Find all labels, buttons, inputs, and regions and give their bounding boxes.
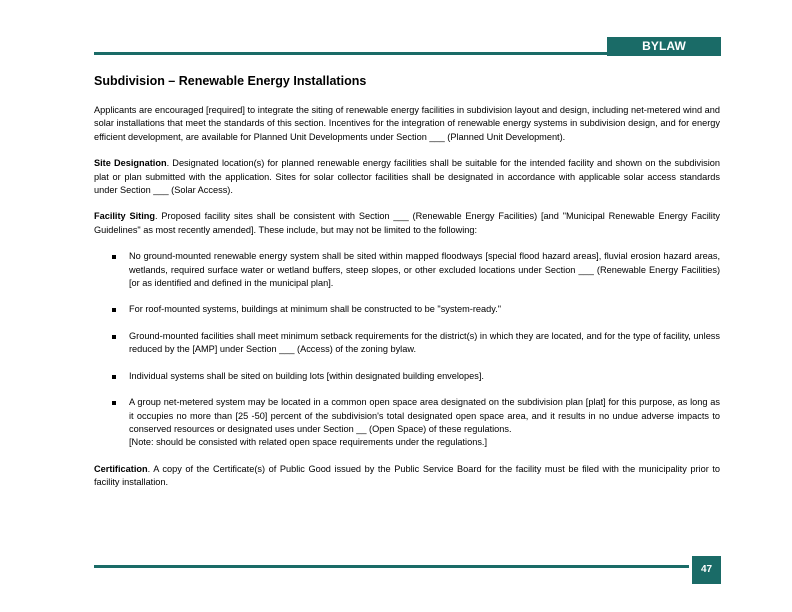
site-designation-paragraph xyxy=(94,157,720,197)
list-item-text: No ground-mounted renewable energy system shall be sited within mapped floodways [special flood hazard areas], fluvial erosion hazard areas, wetlands, required surface water or wetland buffers, steep slopes, or other excluded locations under Section ___ (Renewable Energy Facilities) [or as identified and defined in the municipal plan]. xyxy=(129,251,720,289)
site-designation-heading: Site Designation xyxy=(94,158,167,169)
page-number: 47 xyxy=(692,556,721,584)
bullet-square-icon xyxy=(112,335,116,339)
list-item-text: A group net-metered system may be located in a common open space area designated on the subdivision plan [plat] for this purpose, as long as it occupies no more than [25 -50] percent of the subdivision's total designated open space area, and it results in no undue adverse impacts to conserved resources or designated uses under Section __ (Open Space) of these regulations. xyxy=(129,397,720,434)
bullet-square-icon xyxy=(112,375,116,379)
facility-siting-paragraph xyxy=(94,210,720,237)
siting-requirements-list xyxy=(94,250,720,449)
list-item-note: [Note: should be consisted with related open space requirements under the regulations.] xyxy=(129,437,488,448)
intro-paragraph: Applicants are encouraged [required] to integrate the siting of renewable energy facilities in subdivision layout and design, including net-metered wind and solar installations that meet the standards of this section. Incentives for the integration of renewable energy systems in subdivision design, and for energy efficient development, are available for Planned Unit Developments under Section ___ (Planned Unit Development). xyxy=(94,105,720,142)
certification-paragraph xyxy=(94,463,720,490)
certification-text: . A copy of the Certificate(s) of Public Good issued by the Public Service Board for the facility must be filed with the municipality prior to facility installation. xyxy=(94,463,720,488)
list-item xyxy=(94,396,720,450)
certification-heading: Certification xyxy=(94,463,148,474)
list-item-text: Individual systems shall be sited on building lots [within designated building envelopes]. xyxy=(129,370,484,381)
header-rule xyxy=(94,52,607,55)
bullet-square-icon xyxy=(112,308,116,312)
facility-siting-text: . Proposed facility sites shall be consistent with Section ___ (Renewable Energy Facilities) [and "Municipal Renewable Energy Facility Guidelines" as most recently amended]. These include, but may not be limited to the following: xyxy=(94,211,720,235)
list-item xyxy=(94,370,720,383)
list-item xyxy=(94,250,720,290)
page-title: Subdivision – Renewable Energy Installations xyxy=(94,74,367,88)
bullet-square-icon xyxy=(112,401,116,405)
bullet-square-icon xyxy=(112,255,116,259)
list-item-text: For roof-mounted systems, buildings at minimum shall be constructed to be "system-ready." xyxy=(129,304,501,315)
list-item xyxy=(94,330,720,357)
list-item-text: Ground-mounted facilities shall meet minimum setback requirements for the district(s) in which they are located, and for the type of facility, unless reduced by the [AMP] under Section ___ (Access) of the zoning bylaw. xyxy=(129,330,720,355)
site-designation-text: . Designated location(s) for planned renewable energy facilities shall be suitable for the intended facility and shown on the subdivision plat or plan submitted with the application. Sites for solar collector facilities shall be designated in accordance with applicable solar access standards under Section ___ (Solar Access). xyxy=(94,158,720,196)
list-item xyxy=(94,303,720,316)
page-content xyxy=(94,72,720,503)
footer-rule xyxy=(94,565,689,568)
facility-siting-heading: Facility Siting xyxy=(94,211,156,222)
section-tag: BYLAW STANDARDS xyxy=(607,37,721,56)
